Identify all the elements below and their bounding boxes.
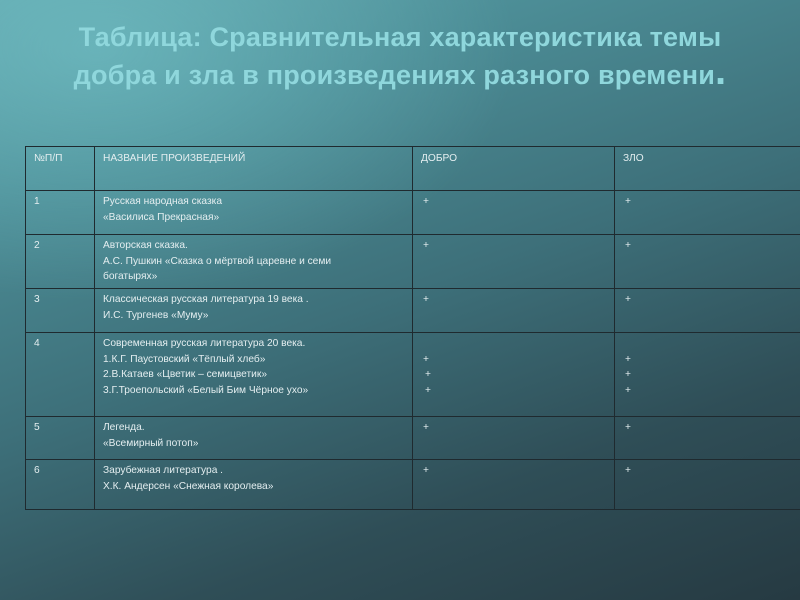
work-line: 1.К.Г. Паустовский «Тёплый хлеб» — [103, 353, 266, 365]
good-mark: + — [423, 422, 429, 433]
work-line: Зарубежная литература . — [103, 465, 224, 476]
table-row — [26, 235, 800, 289]
evil-mark: + — [625, 196, 631, 207]
good-mark — [423, 336, 610, 352]
table-row — [26, 417, 800, 460]
work-line: Современная русская литература 20 века. — [103, 338, 306, 349]
cell-number: 2 — [26, 235, 95, 289]
good-mark: + — [423, 240, 429, 251]
cell-number: 6 — [26, 460, 95, 510]
evil-mark — [625, 336, 800, 352]
cell-good — [413, 333, 615, 417]
evil-mark: + — [625, 240, 631, 251]
cell-good — [413, 191, 615, 235]
comparison-table — [25, 146, 800, 510]
work-line: «Всемирный потоп» — [103, 437, 199, 449]
cell-work-title — [95, 460, 413, 510]
cell-evil — [615, 460, 800, 510]
cell-evil — [615, 417, 800, 460]
table-row — [26, 333, 800, 417]
table-row — [26, 289, 800, 333]
header-work-title: НАЗВАНИЕ ПРОИЗВЕДЕНИЙ — [95, 147, 413, 191]
header-good: ДОБРО — [413, 147, 615, 191]
good-mark: + — [423, 353, 429, 365]
cell-evil — [615, 235, 800, 289]
cell-evil — [615, 333, 800, 417]
table-header — [26, 147, 800, 191]
good-mark: + — [423, 196, 429, 207]
good-mark: + — [425, 369, 431, 380]
work-line: «Василиса Прекрасная» — [103, 211, 220, 223]
cell-good — [413, 460, 615, 510]
table-row — [26, 460, 800, 510]
cell-number: 5 — [26, 417, 95, 460]
good-mark: + — [425, 384, 431, 396]
evil-mark: + — [625, 384, 631, 396]
slide-title — [40, 18, 760, 94]
good-mark: + — [423, 294, 429, 305]
cell-good — [413, 417, 615, 460]
work-line: Классическая русская литература 19 века . — [103, 294, 309, 305]
cell-work-title — [95, 417, 413, 460]
work-line: А.С. Пушкин «Сказка о мёртвой царевне и семи — [103, 255, 332, 267]
cell-work-title — [95, 333, 413, 417]
evil-mark: + — [625, 294, 631, 305]
work-line: 3.Г.Троепольский «Белый Бим Чёрное ухо» — [103, 384, 309, 396]
evil-mark: + — [625, 353, 631, 365]
work-line: Авторская сказка. — [103, 240, 188, 251]
work-line: богатырях» — [103, 271, 158, 282]
evil-mark: + — [625, 422, 631, 433]
cell-evil — [615, 191, 800, 235]
cell-number: 1 — [26, 191, 95, 235]
work-line: 2.В.Катаев «Цветик – семицветик» — [103, 369, 267, 380]
work-line: Легенда. — [103, 422, 145, 433]
cell-good — [413, 235, 615, 289]
cell-work-title — [95, 289, 413, 333]
evil-mark: + — [625, 465, 631, 476]
cell-number: 3 — [26, 289, 95, 333]
header-row — [26, 147, 800, 191]
cell-number: 4 — [26, 333, 95, 417]
table-body — [26, 191, 800, 510]
cell-work-title — [95, 235, 413, 289]
good-mark: + — [423, 465, 429, 476]
slide-title-text: Таблица: Сравнительная характеристика темы добра и зла в произведениях разного времени — [73, 22, 722, 90]
header-evil: ЗЛО — [615, 147, 800, 191]
work-line: Х.К. Андерсен «Снежная королева» — [103, 480, 274, 492]
slide-title-dot: . — [715, 49, 727, 93]
work-line: Русская народная сказка — [103, 196, 222, 207]
cell-good — [413, 289, 615, 333]
cell-work-title — [95, 191, 413, 235]
cell-evil — [615, 289, 800, 333]
table-row — [26, 191, 800, 235]
evil-mark: + — [625, 369, 631, 380]
header-number: №П/П — [26, 147, 95, 191]
work-line: И.С. Тургенев «Муму» — [103, 309, 209, 321]
